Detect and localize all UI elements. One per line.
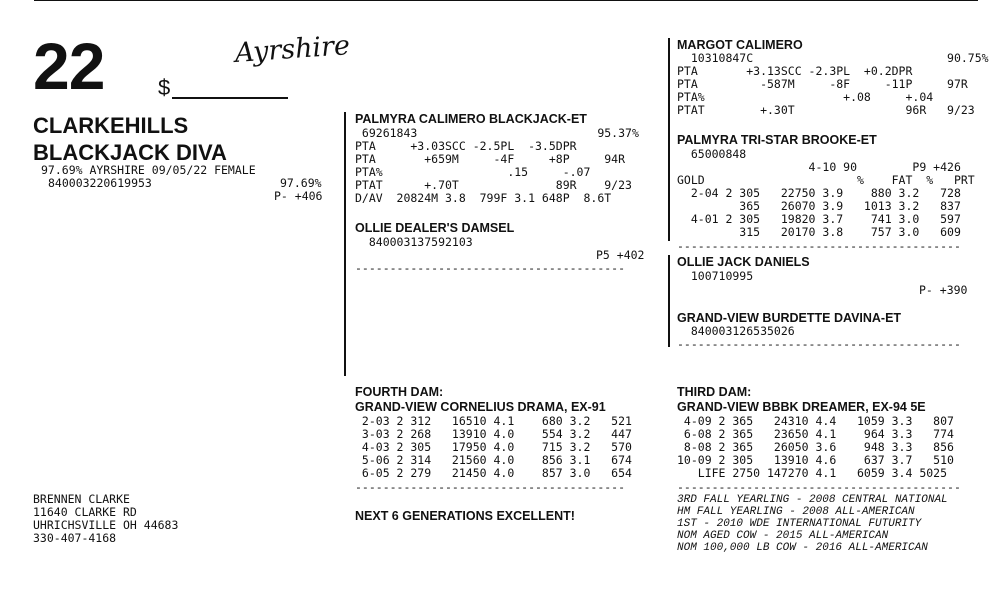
sire-dam-stat-line: 315 20170 3.8 757 3.0 609 — [677, 225, 961, 239]
sire-sire-stat-line: PTA +3.13SCC -2.3PL +0.2DPR — [677, 64, 913, 78]
dam-sire-bracket — [668, 255, 670, 347]
top-rule — [34, 0, 978, 1]
fourth-dam-record: 2-03 2 312 16510 4.1 680 3.2 521 — [355, 414, 632, 428]
dam-dam-name: GRAND-VIEW BURDETTE DAVINA-ET — [677, 311, 902, 325]
breed-script: Ayrshire — [233, 30, 351, 70]
fourth-dam-label: FOURTH DAM: — [355, 385, 444, 399]
owner-city: UHRICHSVILLE OH 44683 — [33, 518, 179, 532]
fourth-dam-record: 3-03 2 268 13910 4.0 554 3.2 447 — [355, 427, 632, 441]
owner-name: BRENNEN CLARKE — [33, 492, 130, 506]
sire-sire-stat-line: PTAT +.30T 96R 9/23 — [677, 103, 975, 117]
sire-dam-stat-line: 4-10 90 P9 +426 — [677, 160, 961, 174]
sire-dam-stat-line: 365 26070 3.9 1013 3.2 837 — [677, 199, 961, 213]
sire-stat-line: PTA +659M -4F +8P 94R — [355, 152, 626, 166]
third-dam-record: 10-09 2 305 13910 4.6 637 3.7 510 — [677, 453, 954, 467]
sire-stats — [355, 127, 639, 205]
sire-stat-line: PTA +3.03SCC -2.5PL -3.5DPR — [355, 139, 577, 153]
sire-sire-stat-line: PTA% +.08 +.04 — [677, 90, 934, 104]
award-line: NOM AGED COW - 2015 ALL-AMERICAN — [677, 530, 889, 542]
fourth-dam-records — [355, 415, 632, 480]
sire-sire-name: MARGOT CALIMERO — [677, 38, 803, 52]
third-dam-record: 8-08 2 365 26050 3.6 948 3.3 856 — [677, 440, 954, 454]
sire-sire-stat-line: 10310847C 90.75% — [677, 51, 989, 65]
award-line: 1ST - 2010 WDE INTERNATIONAL FUTURITY — [677, 518, 922, 530]
sire-stat-line: 69261843 95.37% — [355, 126, 639, 140]
animal-name-line2: BLACKJACK DIVA — [33, 140, 227, 165]
fourth-dam-divider: --------------------------------------- — [355, 480, 626, 494]
dam-registration: 840003137592103 — [355, 235, 473, 249]
award-line: 3RD FALL YEARLING - 2008 CENTRAL NATIONAL — [677, 494, 948, 506]
fourth-dam-record: 6-05 2 279 21450 4.0 857 3.0 654 — [355, 466, 632, 480]
third-dam-record: 6-08 2 365 23650 4.1 964 3.3 774 — [677, 427, 954, 441]
sire-dam-stat-line: GOLD % FAT % PRT — [677, 173, 975, 187]
award-line: NOM 100,000 LB COW - 2016 ALL-AMERICAN — [677, 542, 928, 554]
animal-percentage: 97.69% — [280, 176, 322, 190]
owner-street: 11640 CLARKE RD — [33, 505, 137, 519]
dam-divider: --------------------------------------- — [355, 261, 626, 275]
sire-name: PALMYRA CALIMERO BLACKJACK-ET — [355, 112, 587, 126]
sire-sire-bracket — [668, 38, 670, 241]
animal-name-line1: CLARKEHILLS — [33, 113, 189, 138]
third-dam-records — [677, 415, 954, 480]
sire-dam-stat-line: 65000848 — [677, 147, 747, 161]
fourth-dam-record: 5-06 2 314 21560 4.0 856 3.1 674 — [355, 453, 632, 467]
dam-dam-registration: 840003126535026 — [677, 324, 795, 338]
sire-stat-line: D/AV 20824M 3.8 799F 3.1 648P 8.6T — [355, 191, 612, 205]
fourth-dam-record: 4-03 2 305 17950 4.0 715 3.2 570 — [355, 440, 632, 454]
generations-note: NEXT 6 GENERATIONS EXCELLENT! — [355, 509, 575, 523]
animal-info: 97.69% AYRSHIRE 09/05/22 FEMALE — [41, 163, 256, 177]
sire-stat-line: PTAT +.70T 89R 9/23 — [355, 178, 632, 192]
dam-sire-registration: 100710995 — [677, 269, 754, 283]
award-line: HM FALL YEARLING - 2008 ALL-AMERICAN — [677, 506, 915, 518]
owner-phone: 330-407-4168 — [33, 531, 117, 545]
sire-dam-stat-line: 4-01 2 305 19820 3.7 741 3.0 597 — [677, 212, 961, 226]
sire-sire-stat-line: PTA -587M -8F -11P 97R — [677, 77, 968, 91]
third-dam-record: LIFE 2750 147270 4.1 6059 3.4 5025 — [677, 466, 948, 480]
animal-index: P- +406 — [274, 189, 323, 203]
animal-registration: 840003220619953 — [48, 176, 152, 190]
sire-dam-stats — [677, 148, 975, 239]
third-dam-label: THIRD DAM: — [677, 385, 752, 399]
lot-number: 22 — [33, 29, 105, 103]
fourth-dam-name: GRAND-VIEW CORNELIUS DRAMA, EX-91 — [355, 400, 606, 414]
sire-stat-line: PTA% .15 -.07 — [355, 165, 591, 179]
sire-dam-divider: ----------------------------------------- — [677, 239, 961, 253]
third-dam-divider: ----------------------------------------- — [677, 480, 961, 494]
owner-block — [33, 493, 178, 545]
dam-name: OLLIE DEALER'S DAMSEL — [355, 221, 515, 235]
third-dam-record: 4-09 2 365 24310 4.4 1059 3.3 807 — [677, 414, 954, 428]
price-blank-line — [172, 97, 288, 99]
sire-bracket — [344, 112, 346, 376]
sire-dam-name: PALMYRA TRI-STAR BROOKE-ET — [677, 133, 877, 147]
dam-sire-index: P- +390 — [919, 283, 968, 297]
price-dollar-sign: $ — [158, 75, 171, 100]
dam-dam-divider: ----------------------------------------- — [677, 337, 961, 351]
sire-dam-stat-line: 2-04 2 305 22750 3.9 880 3.2 728 — [677, 186, 961, 200]
third-dam-awards — [677, 494, 948, 554]
third-dam-name: GRAND-VIEW BBBK DREAMER, EX-94 5E — [677, 400, 926, 414]
dam-sire-name: OLLIE JACK DANIELS — [677, 255, 810, 269]
dam-index: P5 +402 — [596, 248, 645, 262]
sire-sire-stats — [677, 52, 989, 117]
